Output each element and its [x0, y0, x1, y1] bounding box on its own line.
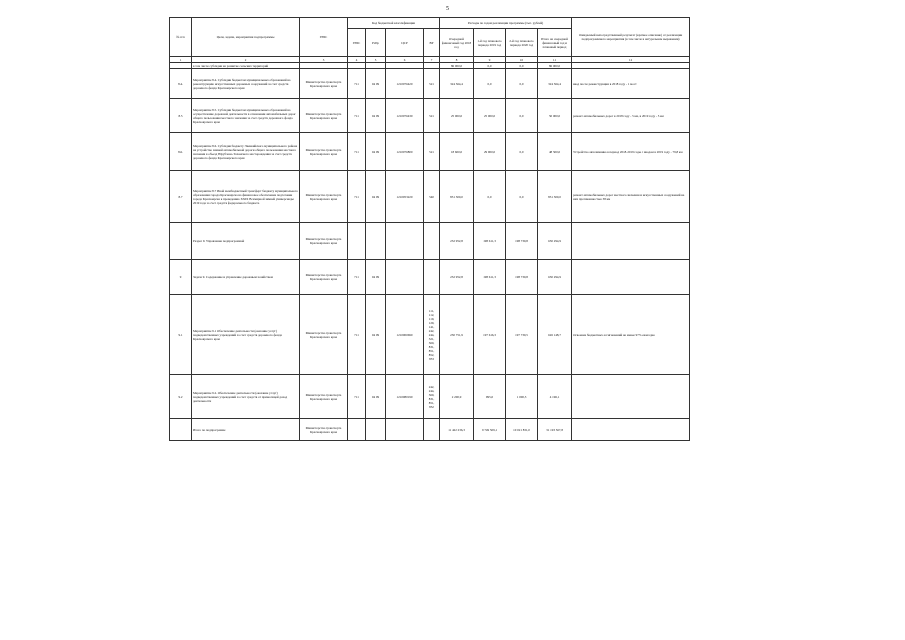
row-result: Освоение бюджетных ассигнований не менее 97% ежегодно	[572, 295, 690, 375]
header-total: Итого на очередной финансовый год и плановый период	[538, 29, 572, 57]
row-grbs: Министерство транспорта Красноярского края	[300, 295, 348, 375]
row-vr: 242, 244, 360, 831, 851, 852	[424, 375, 440, 419]
row-name: Итого по подпрограмме	[192, 419, 300, 441]
header-year-2019: 1-й год планового периода 2019 год	[474, 29, 506, 57]
row-total: 324 364,4	[538, 69, 572, 99]
row-total: 831 300,0	[538, 171, 572, 223]
row-y2020: 0,0	[506, 133, 538, 171]
row-grbs-code: 711	[348, 133, 366, 171]
row-num: 8.7	[170, 171, 192, 223]
row-grbs-code: 711	[348, 375, 366, 419]
row-y2019: 0,0	[474, 69, 506, 99]
row-grbs-code	[348, 419, 366, 441]
table-row	[170, 375, 690, 419]
row-num: 8.5	[170, 99, 192, 133]
row-name: Мероприятие 8.5. Субсидии бюджетам муниципальных образований на осуществление дорожной деятельности в отношении автомобильных дорог общего пользования местного значения за счет средств дорожного фонда Красноярского края	[192, 99, 300, 133]
row-csr: 1210076800	[386, 133, 424, 171]
row-rzpr	[366, 223, 386, 260]
row-result	[572, 419, 690, 441]
row-total: 50 000,0	[538, 99, 572, 133]
header-num: № п/п	[170, 18, 192, 57]
row-rzpr	[366, 419, 386, 441]
row-num: 9.2	[170, 375, 192, 419]
row-total: 48 500,0	[538, 133, 572, 171]
row-y2020: 0,0	[506, 171, 538, 223]
row-csr: 1210053220	[386, 171, 424, 223]
header-vr: ВР	[424, 29, 440, 57]
row-y2018: 2 200,9	[440, 375, 474, 419]
row-grbs: Министерство транспорта Красноярского края	[300, 260, 348, 295]
row-grbs: Министерство транспорта Красноярского края	[300, 171, 348, 223]
row-vr: 521	[424, 99, 440, 133]
header-expense-group: Расходы по годам реализации программы (тыс. рублей)	[440, 18, 572, 29]
row-name: в том числе субсидия на развитие сельских территорий	[192, 63, 300, 69]
column-index: 8	[440, 57, 474, 63]
row-name: Мероприятие 8.6. Субсидия бюджету Эвенкийского муниципального района на устройство зимней автомобильной дороги общего пользования местного значения в объезд Юрубчено-Тохомского месторождения за счет средств дорожного фонда Красноярского края	[192, 133, 300, 171]
row-vr: 111, 112, 119, 129, 141, 242, 244, 321, 360, 831, 851, 852, 853	[424, 295, 440, 375]
row-name: Мероприятие 9.1 Обеспечение деятельности (оказание услуг) подведомственных учреждений за счет средств дорожного фонда Красноярского края	[192, 295, 300, 375]
row-y2020: 197 730,5	[506, 295, 538, 375]
row-grbs: Министерство транспорта Красноярского края	[300, 375, 348, 419]
row-csr: 1210076430	[386, 99, 424, 133]
row-result	[572, 223, 690, 260]
row-grbs-code: 711	[348, 171, 366, 223]
header-csr: ЦСР	[386, 29, 424, 57]
row-vr	[424, 260, 440, 295]
column-index: 3	[300, 57, 348, 63]
row-y2020: 0,0	[506, 69, 538, 99]
row-y2020: 198 730,8	[506, 223, 538, 260]
header-rzpr: РзПр	[366, 29, 386, 57]
row-y2020: 10 021 831,0	[506, 419, 538, 441]
header-year-2018: Очередной финансовый год 2018 год	[440, 29, 474, 57]
header-grbs-code: ГРБС	[348, 29, 366, 57]
row-result: ремонт автомобильных дорог местного значения и искусственных сооружений на них протяженностью 38 км	[572, 171, 690, 223]
row-name: Мероприятие 8.4. Субсидии бюджетам муниципальных образований на реконструкцию искусственных дорожных сооружений за счет средств дорожного фонда Красноярского края	[192, 69, 300, 99]
row-y2019: 9 749 509,1	[474, 419, 506, 441]
row-y2018: 11 422 236,3	[440, 419, 474, 441]
table-row	[170, 133, 690, 171]
row-y2018: 324 364,4	[440, 69, 474, 99]
row-num	[170, 223, 192, 260]
column-index: 4	[348, 57, 366, 63]
row-csr	[386, 419, 424, 441]
row-total: 31 193 567,8	[538, 419, 572, 441]
table-row	[170, 69, 690, 99]
row-total: 630 294,9	[538, 260, 572, 295]
row-grbs-code: 711	[348, 295, 366, 375]
row-grbs: Министерство транспорта Красноярского края	[300, 419, 348, 441]
row-vr: 521	[424, 69, 440, 99]
header-code-group: Код бюджетной классификации	[348, 18, 440, 29]
row-csr	[386, 223, 424, 260]
row-rzpr: 04 09	[366, 375, 386, 419]
row-y2018: 831 300,0	[440, 171, 474, 223]
column-index: 12	[572, 57, 690, 63]
header-grbs: ГРБС	[300, 18, 348, 57]
row-y2018: 232 952,8	[440, 223, 474, 260]
row-csr	[386, 260, 424, 295]
row-y2020: 198 730,8	[506, 260, 538, 295]
row-total: 4 196,1	[538, 375, 572, 419]
row-grbs: Министерство транспорта Красноярского края	[300, 133, 348, 171]
row-vr	[424, 419, 440, 441]
row-rzpr: 04 09	[366, 133, 386, 171]
row-grbs-code	[348, 223, 366, 260]
row-y2019: 29 900,0	[474, 133, 506, 171]
row-rzpr: 04 09	[366, 69, 386, 99]
row-rzpr: 04 09	[366, 260, 386, 295]
row-y2019: 0,0	[474, 63, 506, 69]
row-y2018: 230 751,9	[440, 295, 474, 375]
row-vr: 540	[424, 171, 440, 223]
row-grbs-code: 711	[348, 69, 366, 99]
row-grbs: Министерство транспорта Красноярского края	[300, 69, 348, 99]
row-csr: 1210080190	[386, 375, 424, 419]
row-num: 8.4.	[170, 69, 192, 99]
row-result	[572, 260, 690, 295]
row-csr: 1210000690	[386, 295, 424, 375]
row-total: 626 148,7	[538, 295, 572, 375]
row-name: Задача 9. Содержание и управление дорожным хозяйством	[192, 260, 300, 295]
header-name: Цели, задачи, мероприятия подпрограммы	[192, 18, 300, 57]
row-csr: 1210076420	[386, 69, 424, 99]
row-y2018: 86 000,0	[440, 63, 474, 69]
table-row	[170, 260, 690, 295]
row-result	[572, 375, 690, 419]
row-total: 86 000,0	[538, 63, 572, 69]
row-num: 8.6.	[170, 133, 192, 171]
table-row	[170, 419, 690, 441]
program-table	[169, 17, 690, 441]
table-row	[170, 99, 690, 133]
column-index: 9	[474, 57, 506, 63]
row-rzpr: 04 09	[366, 295, 386, 375]
row-rzpr: 04 09	[366, 171, 386, 223]
row-y2019: 0,0	[474, 171, 506, 223]
row-rzpr: 04 09	[366, 99, 386, 133]
row-num	[170, 419, 192, 441]
row-y2018: 18 600,0	[440, 133, 474, 171]
row-num: 9.1	[170, 295, 192, 375]
table-row	[170, 295, 690, 375]
column-index: 7	[424, 57, 440, 63]
row-name: Мероприятие 9.2. Обеспечение деятельности (оказание услуг) подведомственных учреждений за счет средств от приносящей доход деятельности	[192, 375, 300, 419]
row-result: ремонт автомобильных дорог в 2018 году - 5 км, в 2019 году - 5 км	[572, 99, 690, 133]
row-y2019: 198 611,3	[474, 260, 506, 295]
row-total: 630 294,9	[538, 223, 572, 260]
column-index: 1	[170, 57, 192, 63]
row-y2018: 232 952,8	[440, 260, 474, 295]
row-grbs: Министерство транспорта Красноярского края	[300, 99, 348, 133]
row-y2019: 198 611,3	[474, 223, 506, 260]
header-result: Ожидаемый непосредственный результат (краткое описание) от реализации подпрограммного мероприятия (в том числе в натуральном выражении)	[572, 18, 690, 57]
row-y2019: 995,0	[474, 375, 506, 419]
row-y2019: 25 000,0	[474, 99, 506, 133]
row-grbs-code: 711	[348, 260, 366, 295]
row-name: Раздел 9. Управление подпрограммой	[192, 223, 300, 260]
row-grbs-code: 711	[348, 99, 366, 133]
page-number: 5	[446, 6, 449, 12]
row-grbs: Министерство транспорта Красноярского края	[300, 223, 348, 260]
row-y2018: 25 000,0	[440, 99, 474, 133]
row-y2020: 1 000,3	[506, 375, 538, 419]
row-y2020: 0,0	[506, 99, 538, 133]
table-row	[170, 171, 690, 223]
row-num: 9	[170, 260, 192, 295]
row-name: Мероприятие 8.7 Иной межбюджетный трансферт бюджету муниципального образования города Красноярска на финансовое обеспечение подготовки города Красноярска к проведению XXIX Всемирной зимней универсиады 2019 года за счет средств федерального бюджета	[192, 171, 300, 223]
column-index: 6	[386, 57, 424, 63]
table-row	[170, 223, 690, 260]
row-result: ввод после реконструкции в 2018 году - 1 мост	[572, 69, 690, 99]
row-y2020: 0,0	[506, 63, 538, 69]
column-index: 2	[192, 57, 300, 63]
header-year-2020: 2-й год планового периода 2020 год	[506, 29, 538, 57]
row-vr: 521	[424, 133, 440, 171]
column-index: 5	[366, 57, 386, 63]
column-index: 11	[538, 57, 572, 63]
column-index: 10	[506, 57, 538, 63]
row-y2019: 197 616,3	[474, 295, 506, 375]
row-result: Устройство автозимника в период 2018-2019 годы с вводом в 2019 году - 79,8 км	[572, 133, 690, 171]
row-vr	[424, 223, 440, 260]
